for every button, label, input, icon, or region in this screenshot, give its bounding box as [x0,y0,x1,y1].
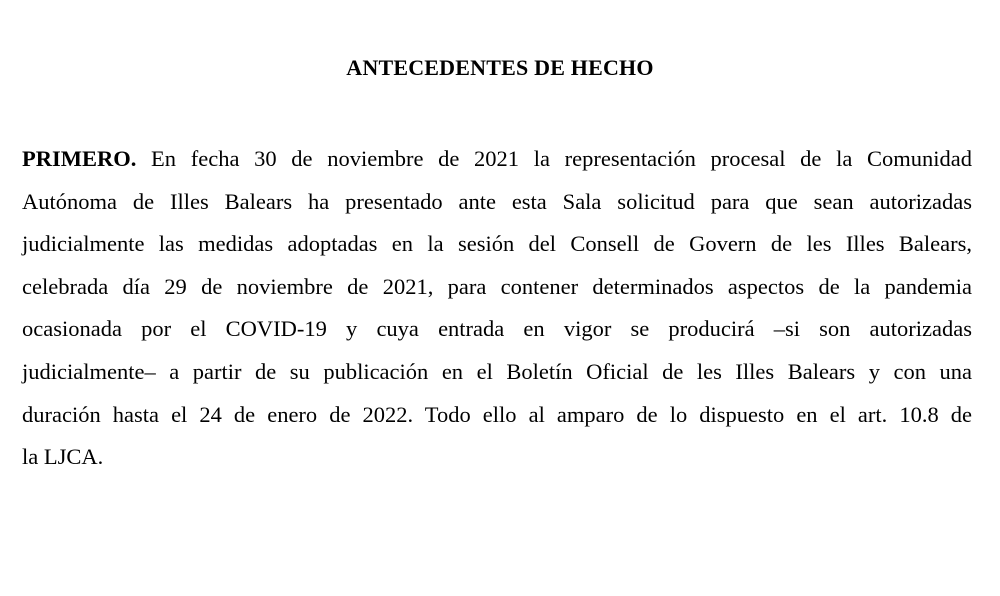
paragraph-line-7: duración hasta el 24 de enero de 2022. Todo ello al amparo de lo dispuesto en el art. 10.8 de [22,401,972,427]
paragraph-line-6: judicialmente– a partir de su publicación en el Boletín Oficial de les Illes Balears y con una [22,358,972,384]
paragraph-line-8: la LJCA. [22,444,104,470]
paragraph-lead: PRIMERO. [22,146,137,171]
paragraph-line-1 [22,138,972,181]
section-heading: ANTECEDENTES DE HECHO [346,55,654,80]
paragraph-primero [22,138,972,479]
paragraph-line-3: judicialmente las medidas adoptadas en la sesión del Consell de Govern de les Illes Balears, [22,231,972,257]
paragraph-line-4: celebrada día 29 de noviembre de 2021, para contener determinados aspectos de la pandemia [22,273,972,299]
paragraph-line-2: Autónoma de Illes Balears ha presentado ante esta Sala solicitud para que sean autorizadas [22,188,972,214]
paragraph-line-5: ocasionada por el COVID-19 y cuya entrada en vigor se producirá –si son autorizadas [22,316,972,342]
paragraph-line-1-text: En fecha 30 de noviembre de 2021 la representación procesal de la Comunidad [136,146,972,171]
